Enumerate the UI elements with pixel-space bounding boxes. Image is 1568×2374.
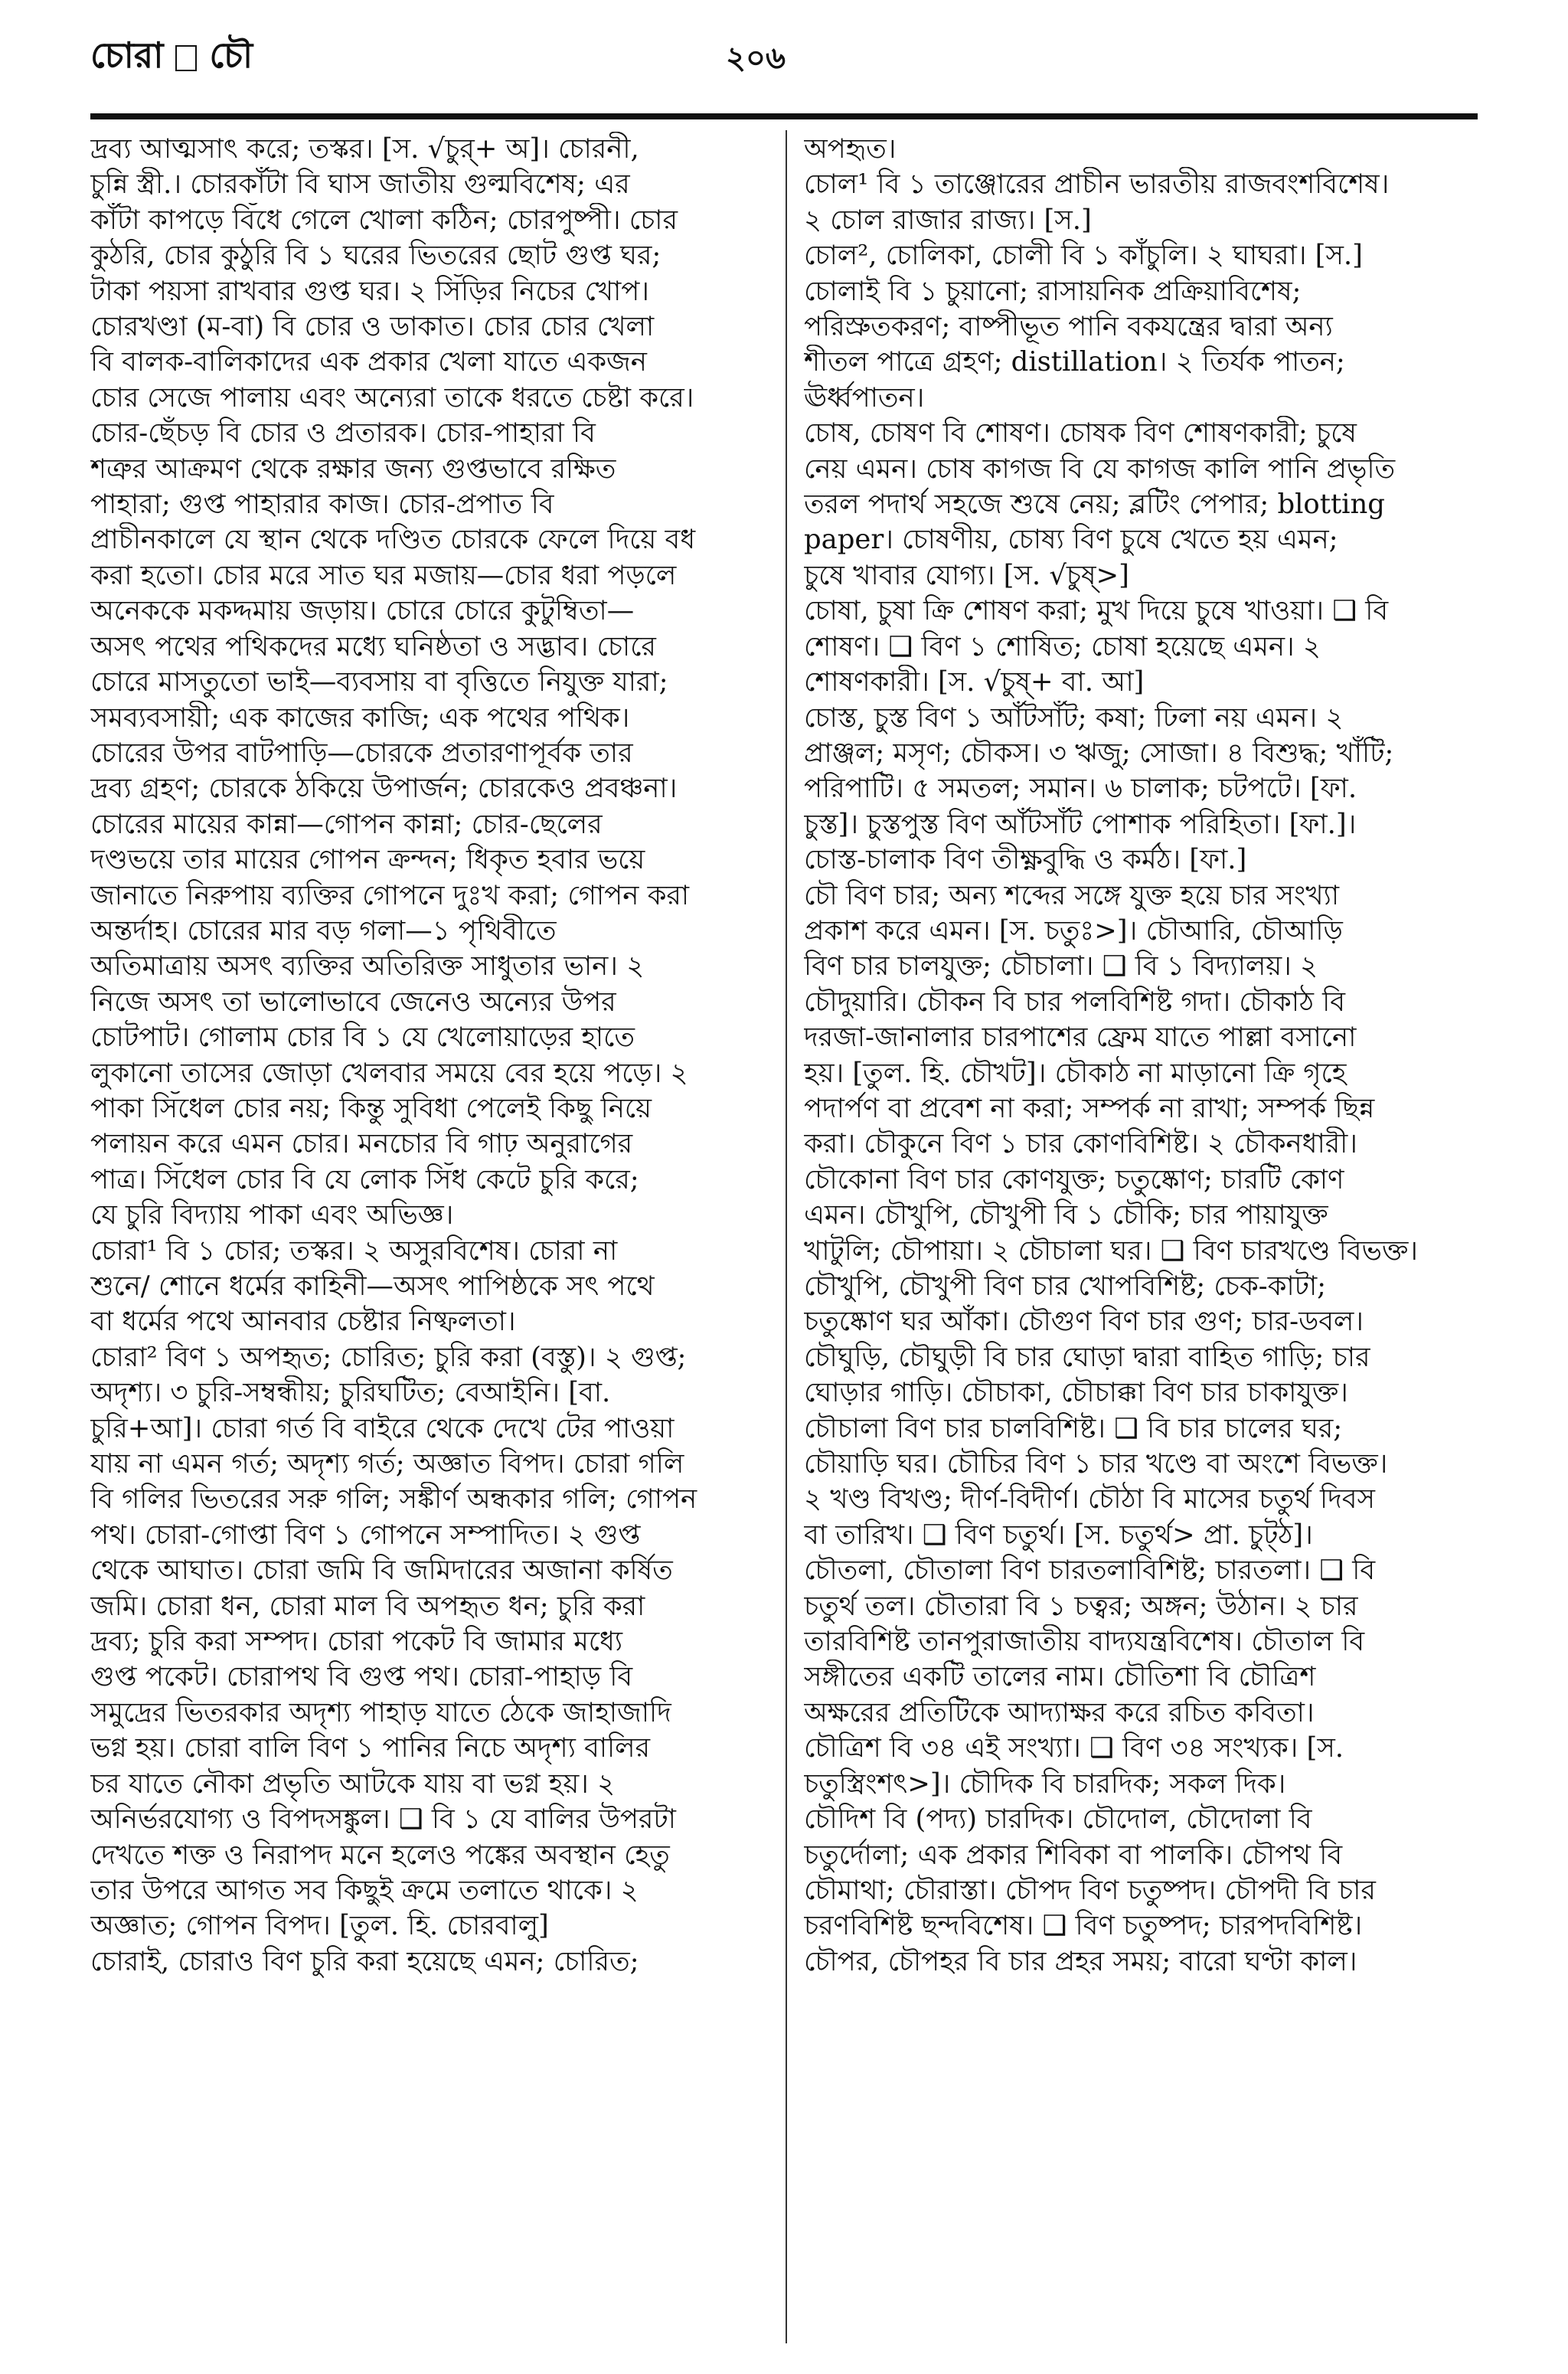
dictionary-line: চোষা, চুষা ক্রি শোষণ করা; মুখ দিয়ে চুষে খাওয়া। ❑ বি: [804, 595, 1389, 627]
running-head: [90, 29, 253, 87]
dictionary-line: চরণবিশিষ্ট ছন্দবিশেষ। ❑ বিণ চতুষ্পদ; চারপদবিশিষ্ট।: [804, 1910, 1363, 1942]
dictionary-line: সমুদ্রের ভিতরকার অদৃশ্য পাহাড় যাতে ঠেকে জাহাজাদি: [90, 1696, 671, 1728]
dictionary-line: তার উপরে আগত সব কিছুই ক্রমে তলাতে থাকে। ২: [90, 1874, 639, 1906]
dictionary-line: ২ চোল রাজার রাজ্য। [স.]: [804, 204, 1092, 236]
dictionary-line: চুরি+আ]। চোরা গর্ত বি বাইরে থেকে দেখে টের পাওয়া: [90, 1412, 675, 1444]
dictionary-line: দরজা-জানালার চারপাশের ফ্রেম যাতে পাল্লা বসানো: [804, 1022, 1357, 1054]
dictionary-line: এমন। চৌখুপি, চৌখুপী বি ১ চৌকি; চার পায়াযুক্ত: [804, 1199, 1328, 1231]
dictionary-line: ঊর্ধ্বপাতন।: [804, 381, 925, 414]
dictionary-line: পাহারা; গুপ্ত পাহারার কাজ। চোর-প্রপাত বি: [90, 489, 554, 521]
dictionary-line: চোরে মাসতুতো ভাই—ব্যবসায় বা বৃত্তিতে নিযুক্ত যারা;: [90, 666, 668, 698]
dictionary-line: ২ খণ্ড বিখণ্ড; দীর্ণ-বিদীর্ণ। চৌঠা বি মাসের চতুর্থ দিবস: [804, 1483, 1375, 1516]
dictionary-line: শোষণ। ❑ বিণ ১ শোষিত; চোষা হয়েছে এমন। ২: [804, 630, 1321, 662]
dictionary-line: অপহৃত।: [804, 133, 897, 165]
page-header: [90, 29, 1484, 90]
dictionary-line: paper। চোষণীয়, চোষ্য বিণ চুষে খেতে হয় এমন;: [804, 524, 1338, 556]
right-column: [804, 132, 1485, 2360]
dictionary-line: অদৃশ্য। ৩ চুরি-সম্বন্ধীয়; চুরিঘটিত; বেআইনি। [বা.: [90, 1377, 611, 1409]
dictionary-line: চৌচালা বিণ চার চালবিশিষ্ট। ❑ বি চার চালের ঘর;: [804, 1412, 1343, 1444]
dictionary-line: চৌত্রিশ বি ৩৪ এই সংখ্যা। ❑ বিণ ৩৪ সংখ্যক। [স.: [804, 1732, 1344, 1764]
dictionary-line: চৌদুয়ারি। চৌকন বি চার পলবিশিষ্ট গদা। চৌকাঠ বি: [804, 986, 1345, 1018]
dictionary-line: চৌ বিণ চার; অন্য শব্দের সঙ্গে যুক্ত হয়ে চার সংখ্যা: [804, 879, 1340, 911]
box-icon: [175, 45, 197, 71]
dictionary-line: টাকা পয়সা রাখবার গুপ্ত ঘর। ২ সিঁড়ির নিচের খোপ।: [90, 275, 649, 307]
guide-word-first: চোরা: [90, 34, 164, 76]
dictionary-line: অনেককে মকদ্দমায় জড়ায়। চোরে চোরে কুটুম্বিতা—: [90, 595, 635, 627]
dictionary-line: দেখতে শক্ত ও নিরাপদ মনে হলেও পঙ্কের অবস্থান হেতু: [90, 1839, 670, 1871]
dictionary-line: অজ্ঞাত; গোপন বিপদ। [তুল. হি. চোরবালু]: [90, 1910, 549, 1942]
dictionary-line: খাটুলি; চৌপায়া। ২ চৌচালা ঘর। ❑ বিণ চারখণ্ডে বিভক্ত।: [804, 1234, 1418, 1267]
dictionary-line: চৌতলা, চৌতালা বিণ চারতলাবিশিষ্ট; চারতলা। ❑ বি: [804, 1555, 1376, 1587]
dictionary-line: চোর-ছেঁচড় বি চোর ও প্রতারক। চোর-পাহারা বি: [90, 417, 596, 450]
dictionary-line: প্রাঞ্জল; মসৃণ; চৌকস। ৩ ঋজু; সোজা। ৪ বিশুদ্ধ; খাঁটি;: [804, 737, 1394, 769]
dictionary-line: বা তারিখ। ❑ বিণ চতুর্থ। [স. চতুর্থ> প্রা. চুট্‌ঠ]।: [804, 1519, 1313, 1551]
dictionary-line: তরল পদার্থ সহজে শুষে নেয়; ব্লটিং পেপার; blotting: [804, 489, 1385, 521]
dictionary-line: অনির্ভরযোগ্য ও বিপদসঙ্কুল। ❑ বি ১ যে বালির উপরটা: [90, 1803, 676, 1836]
dictionary-line: চোরা¹ বি ১ চোর; তস্কর। ২ অসুরবিশেষ। চোরা না: [90, 1234, 618, 1267]
dictionary-line: কুঠরি, চোর কুঠুরি বি ১ ঘরের ভিতরের ছোট গুপ্ত ঘর;: [90, 240, 662, 272]
dictionary-line: বা ধর্মের পথে আনবার চেষ্টার নিষ্ফলতা।: [90, 1306, 516, 1338]
dictionary-line: চুস্ত]। চুস্তপুস্ত বিণ আঁটসাঁট পোশাক পরিহিতা। [ফা.]।: [804, 808, 1357, 840]
dictionary-line: করা। চৌকুনে বিণ ১ চার কোণবিশিষ্ট। ২ চৌকনধারী।: [804, 1128, 1357, 1160]
dictionary-line: যায় না এমন গর্ত; অদৃশ্য গর্ত; অজ্ঞাত বিপদ। চোরা গলি: [90, 1448, 684, 1480]
dictionary-line: কাঁটা কাপড়ে বিঁধে গেলে খোলা কঠিন; চোরপুষ্পী। চোর: [90, 204, 678, 236]
dictionary-line: চোল², চোলিকা, চোলী বি ১ কাঁচুলি। ২ ঘাঘরা। [স.]: [804, 240, 1363, 272]
dictionary-line: চতুষ্কোণ ঘর আঁকা। চৌগুণ বিণ চার গুণ; চার-ডবল।: [804, 1306, 1364, 1338]
guide-word-last: চৌ: [209, 34, 253, 76]
dictionary-line: চৌয়াড়ি ঘর। চৌচির বিণ ১ চার খণ্ডে বা অংশে বিভক্ত।: [804, 1448, 1388, 1480]
dictionary-line: শীতল পাত্রে গ্রহণ; distillation। ২ তির্যক পাতন;: [804, 346, 1345, 378]
dictionary-line: চতুস্ত্রিংশৎ>]। চৌদিক বি চারদিক; সকল দিক।: [804, 1767, 1286, 1800]
dictionary-line: জানাতে নিরুপায় ব্যক্তির গোপনে দুঃখ করা; গোপন করা: [90, 879, 690, 911]
dictionary-line: পদার্পণ বা প্রবেশ না করা; সম্পর্ক না রাখা; সম্পর্ক ছিন্ন: [804, 1092, 1375, 1124]
dictionary-line: লুকানো তাসের জোড়া খেলবার সময়ে বের হয়ে পড়ে। ২: [90, 1057, 688, 1089]
dictionary-line: পরিপাটি। ৫ সমতল; সমান। ৬ চালাক; চটপটে। [ফা.: [804, 773, 1357, 805]
dictionary-line: চুন্নি স্ত্রী.। চোরকাঁটা বি ঘাস জাতীয় গুল্মবিশেষ; এর: [90, 168, 630, 201]
dictionary-line: চোস্ত-চালাক বিণ তীক্ষ্ণবুদ্ধি ও কর্মঠ। [ফা.]: [804, 844, 1247, 876]
dictionary-line: চৌখুপি, চৌখুপী বিণ চার খোপবিশিষ্ট; চেক-কাটা;: [804, 1270, 1327, 1302]
dictionary-line: দ্রব্য আত্মসাৎ করে; তস্কর। [স. √চুর্‌+ অ]। চোরনী,: [90, 133, 639, 165]
dictionary-line: পাত্র। সিঁধেল চোর বি যে লোক সিঁধ কেটে চুরি করে;: [90, 1163, 639, 1195]
dictionary-line: চৌপর, চৌপহর বি চার প্রহর সময়; বারো ঘণ্টা কাল।: [804, 1945, 1357, 1977]
dictionary-line: অসৎ পথের পথিকদের মধ্যে ঘনিষ্ঠতা ও সদ্ভাব। চোরে: [90, 630, 656, 662]
dictionary-line: বিণ চার চালযুক্ত; চৌচালা। ❑ বি ১ বিদ্যালয়। ২: [804, 950, 1318, 983]
dictionary-line: শোষণকারী। [স. √চুষ্‌+ বা. আ]: [804, 666, 1145, 698]
dictionary-line: চোরা² বিণ ১ অপহৃত; চোরিত; চুরি করা (বস্তু)। ২ গুপ্ত;: [90, 1341, 687, 1373]
dictionary-line: থেকে আঘাত। চোরা জমি বি জমিদারের অজানা কর্ষিত: [90, 1555, 673, 1587]
dictionary-line: চোটপাট। গোলাম চোর বি ১ যে খেলোয়াড়ের হাতে: [90, 1022, 635, 1054]
dictionary-line: পলায়ন করে এমন চোর। মনচোর বি গাঢ় অনুরাগের: [90, 1128, 633, 1160]
dictionary-line: চোরখণ্ডা (ম-বা) বি চোর ও ডাকাত। চোর চোর খেলা: [90, 311, 655, 343]
dictionary-line: হয়। [তুল. হি. চৌখট]। চৌকাঠ না মাড়ানো ক্রি গৃহে: [804, 1057, 1347, 1089]
dictionary-line: প্রাচীনকালে যে স্থান থেকে দণ্ডিত চোরকে ফেলে দিয়ে বধ: [90, 524, 696, 556]
dictionary-line: ঘোড়ার গাড়ি। চৌচাকা, চৌচাক্কা বিণ চার চাকাযুক্ত।: [804, 1377, 1348, 1409]
dictionary-line: শুনে/ শোনে ধর্মের কাহিনী—অসৎ পাপিষ্ঠকে সৎ পথে: [90, 1270, 655, 1302]
dictionary-line: পাকা সিঁধেল চোর নয়; কিন্তু সুবিধা পেলেই কিছু নিয়ে: [90, 1092, 652, 1124]
dictionary-line: চৌদিশ বি (পদ্য) চারদিক। চৌদোল, চৌদোলা বি: [804, 1803, 1312, 1836]
dictionary-line: অক্ষরের প্রতিটিকে আদ্যাক্ষর করে রচিত কবিতা।: [804, 1696, 1315, 1728]
dictionary-line: চোস্ত, চুস্ত বিণ ১ আঁটসাঁট; কষা; ঢিলা নয় এমন। ২: [804, 701, 1344, 734]
dictionary-line: দণ্ডভয়ে তার মায়ের গোপন ক্রন্দন; ধিকৃত হবার ভয়ে: [90, 844, 645, 876]
dictionary-line: অন্তর্দাহ। চোরের মার বড় গলা—১ পৃথিবীতে: [90, 914, 557, 947]
dictionary-line: নিজে অসৎ তা ভালোভাবে জেনেও অন্যের উপর: [90, 986, 616, 1018]
dictionary-line: জমি। চোরা ধন, চোরা মাল বি অপহৃত ধন; চুরি করা: [90, 1590, 645, 1622]
dictionary-line: চুষে খাবার যোগ্য। [স. √চুষ্‌>]: [804, 559, 1129, 591]
dictionary-line: চতুর্থ তল। চৌতারা বি ১ চত্বর; অঙ্গন; উঠান। ২ চার: [804, 1590, 1358, 1622]
dictionary-line: চোষ, চোষণ বি শোষণ। চোষক বিণ শোষণকারী; চুষে: [804, 417, 1357, 450]
dictionary-line: যে চুরি বিদ্যায় পাকা এবং অভিজ্ঞ।: [90, 1199, 454, 1231]
dictionary-line: পথ। চোরা-গোপ্তা বিণ ১ গোপনে সম্পাদিত। ২ গুপ্ত: [90, 1519, 641, 1551]
dictionary-line: বি বালক-বালিকাদের এক প্রকার খেলা যাতে একজন: [90, 346, 647, 378]
dictionary-line: সমব্যবসায়ী; এক কাজের কাজি; এক পথের পথিক।: [90, 701, 630, 734]
dictionary-line: চৌমাথা; চৌরাস্তা। চৌপদ বিণ চতুষ্পদ। চৌপদী বি চার: [804, 1874, 1376, 1906]
dictionary-line: নেয় এমন। চোষ কাগজ বি যে কাগজ কালি পানি প্রভৃতি: [804, 453, 1396, 485]
dictionary-line: চৌঘুড়ি, চৌঘুড়ী বি চার ঘোড়া দ্বারা বাহিত গাড়ি; চার: [804, 1341, 1370, 1373]
dictionary-line: দ্রব্য গ্রহণ; চোরকে ঠকিয়ে উপার্জন; চোরকেও প্রবঞ্চনা।: [90, 773, 678, 805]
dictionary-line: চতুর্দোলা; এক প্রকার শিবিকা বা পালকি। চৌপথ বি: [804, 1839, 1343, 1871]
dictionary-line: তারবিশিষ্ট তানপুরাজাতীয় বাদ্যযন্ত্রবিশেষ। চৌতাল বি: [804, 1626, 1365, 1658]
dictionary-line: চোর সেজে পালায় এবং অন্যেরা তাকে ধরতে চেষ্টা করে।: [90, 381, 694, 414]
dictionary-line: চোল¹ বি ১ তাঞ্জোরের প্রাচীন ভারতীয় রাজবংশবিশেষ।: [804, 168, 1390, 201]
dictionary-line: করা হতো। চোর মরে সাত ঘর মজায়—চোর ধরা পড়লে: [90, 559, 677, 591]
dictionary-line: গুপ্ত পকেট। চোরাপথ বি গুপ্ত পথ। চোরা-পাহাড় বি: [90, 1661, 633, 1693]
dictionary-line: চৌকোনা বিণ চার কোণযুক্ত; চতুষ্কোণ; চারটি কোণ: [804, 1163, 1344, 1195]
dictionary-line: অতিমাত্রায় অসৎ ব্যক্তির অতিরিক্ত সাধুতার ভান। ২: [90, 950, 645, 983]
dictionary-line: চর যাতে নৌকা প্রভৃতি আটকে যায় বা ভগ্ন হয়। ২: [90, 1767, 616, 1800]
dictionary-line: চোরের মায়ের কান্না—গোপন কান্না; চোর-ছেলের: [90, 808, 603, 840]
header-rule: [90, 113, 1478, 119]
dictionary-line: চোলাই বি ১ চুয়ানো; রাসায়নিক প্রক্রিয়াবিশেষ;: [804, 275, 1302, 307]
page-number: ২০৬: [726, 41, 786, 76]
dictionary-line: ভগ্ন হয়। চোরা বালি বিণ ১ পানির নিচে অদৃশ্য বালির: [90, 1732, 651, 1764]
dictionary-line: প্রকাশ করে এমন। [স. চতুঃ>]। চৌআরি, চৌআড়ি: [804, 914, 1343, 947]
dictionary-line: চোরাই, চোরাও বিণ চুরি করা হয়েছে এমন; চোরিত;: [90, 1945, 639, 1977]
dictionary-line: সঙ্গীতের একটি তালের নাম। চৌতিশা বি চৌত্রিশ: [804, 1661, 1316, 1693]
dictionary-line: চোরের উপর বাটপাড়ি—চোরকে প্রতারণাপূর্বক তার: [90, 737, 633, 769]
left-column: [90, 132, 772, 2360]
dictionary-line: পরিস্রুতকরণ; বাষ্পীভূত পানি বকযন্ত্রের দ্বারা অন্য: [804, 311, 1333, 343]
dictionary-line: শত্রুর আক্রমণ থেকে রক্ষার জন্য গুপ্তভাবে রক্ষিত: [90, 453, 616, 485]
dictionary-line: বি গলির ভিতরের সরু গলি; সঙ্কীর্ণ অন্ধকার গলি; গোপন: [90, 1483, 697, 1516]
column-divider: [786, 130, 787, 2343]
dictionary-line: দ্রব্য; চুরি করা সম্পদ। চোরা পকেট বি জামার মধ্যে: [90, 1626, 623, 1658]
